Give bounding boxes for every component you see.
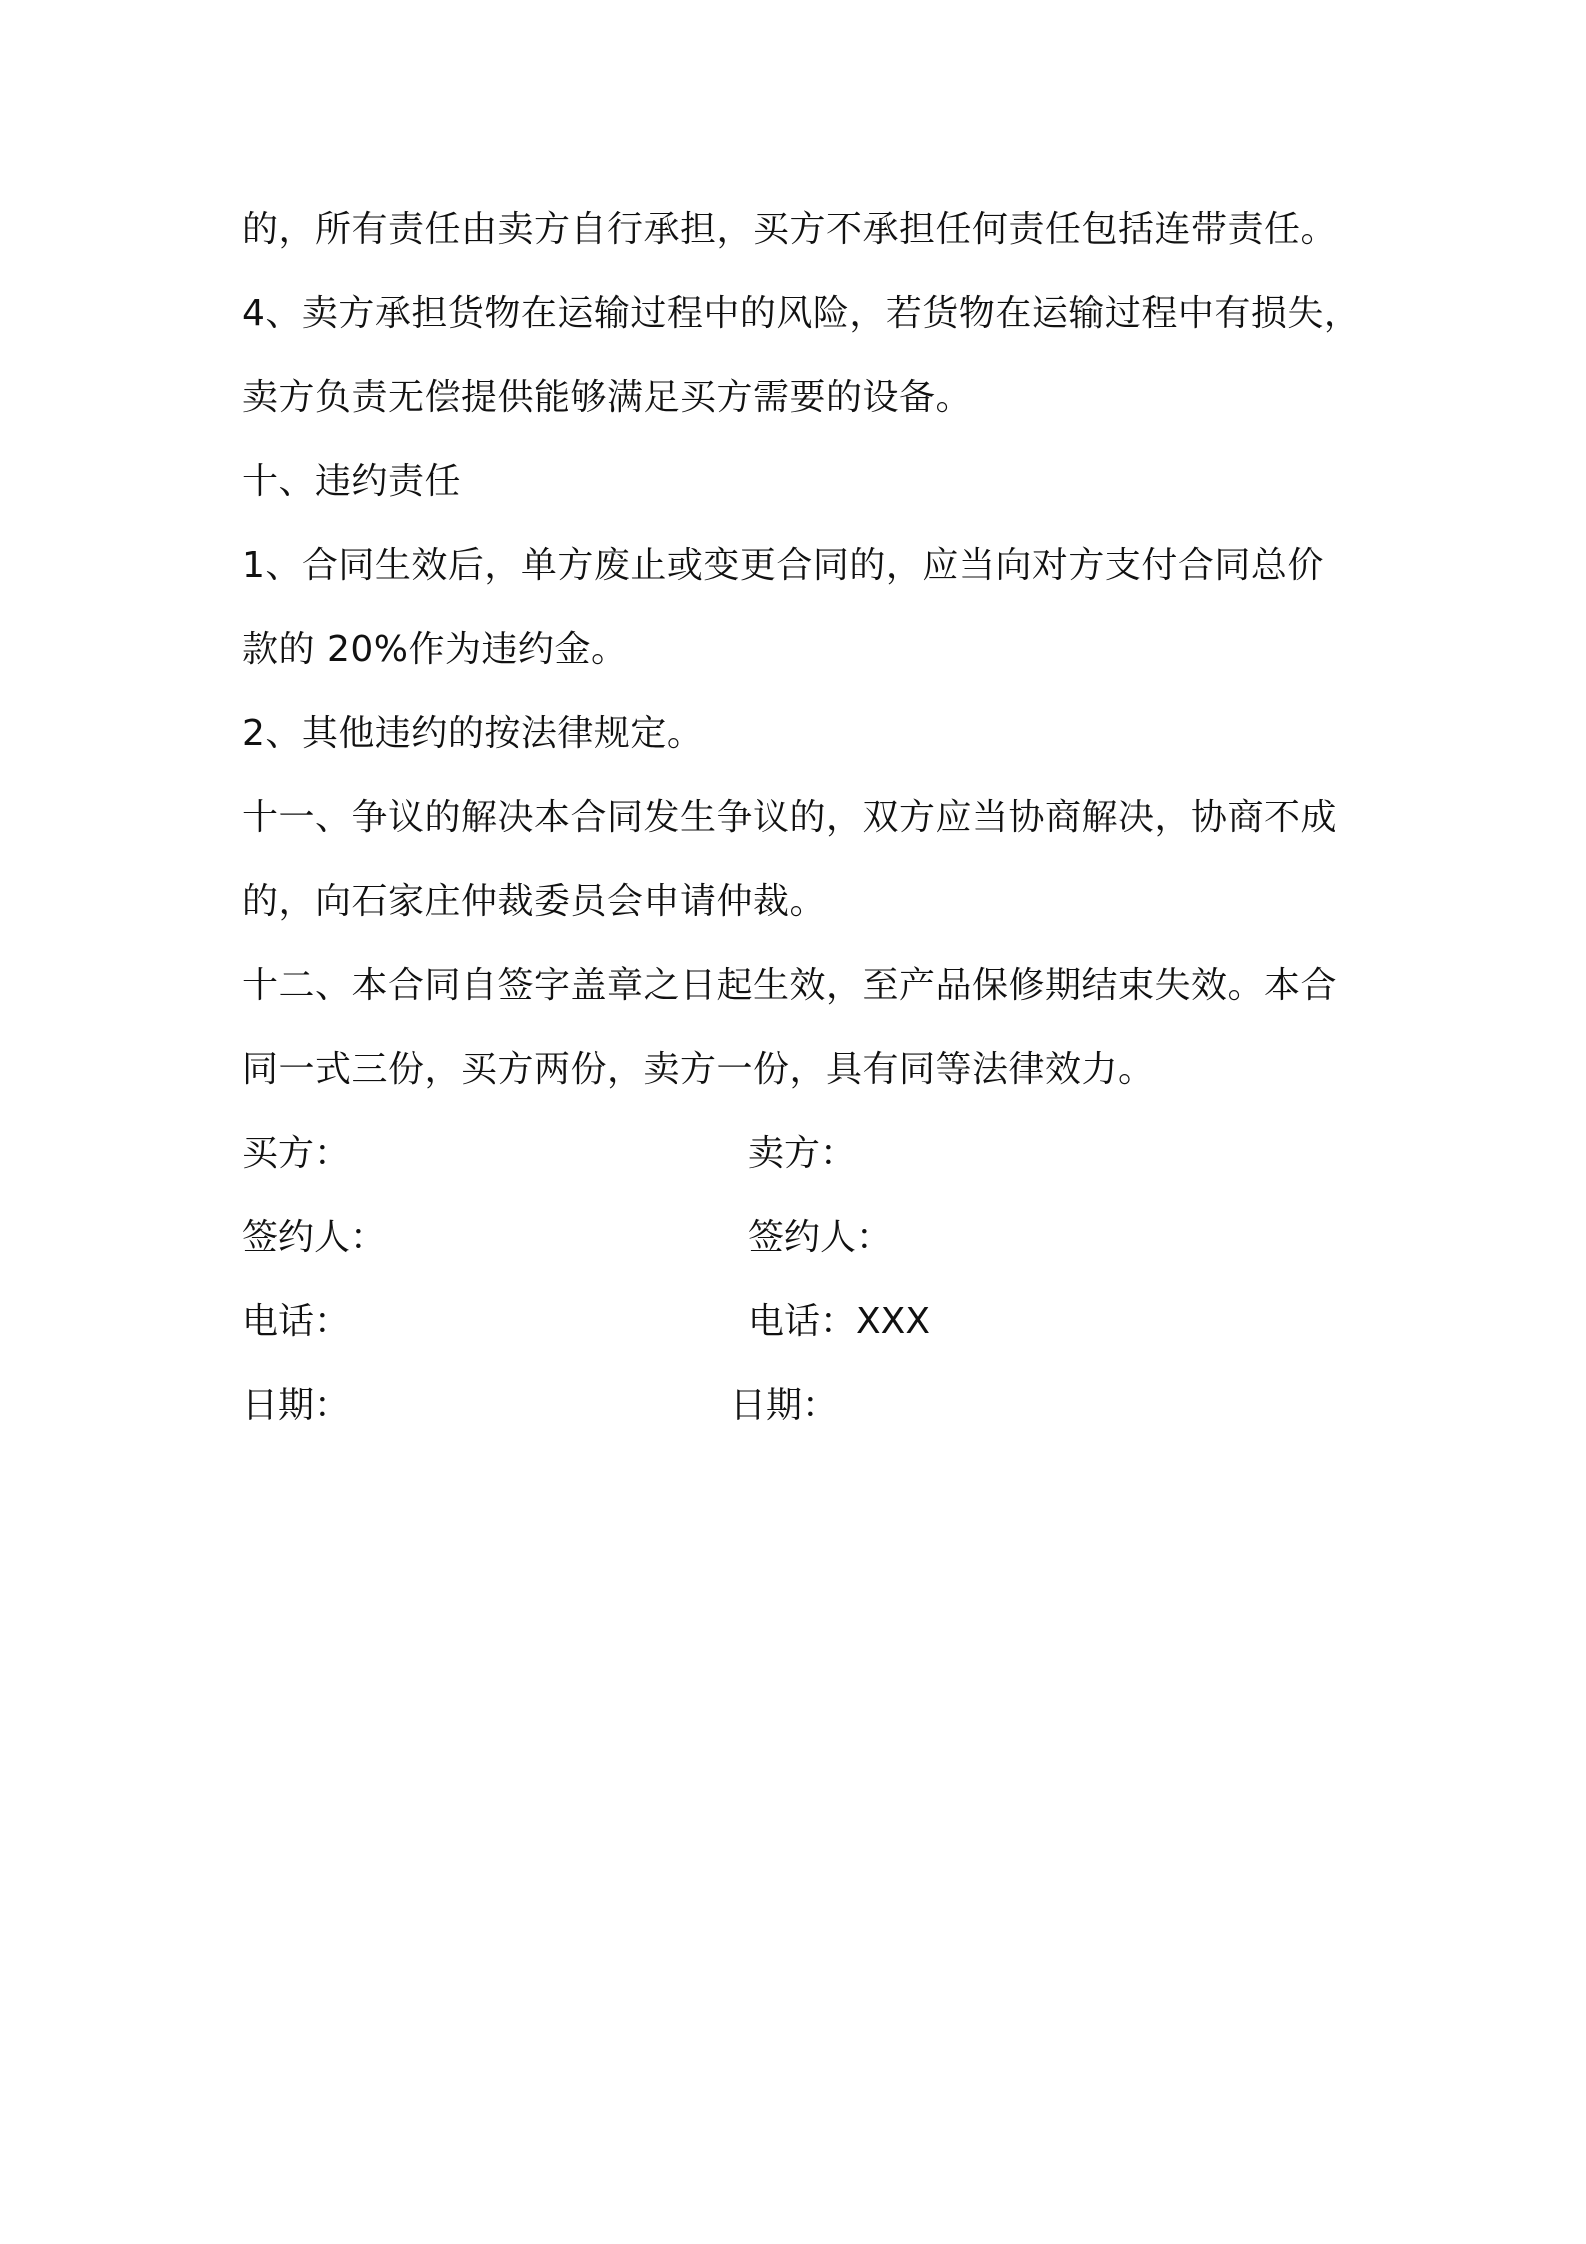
paragraph-line: 4、卖方承担货物在运输过程中的风险，若货物在运输过程中有损失，	[242, 293, 1361, 334]
buyer-label: 买方：	[242, 1133, 351, 1174]
paragraph-line: 的，所有责任由卖方自行承担，买方不承担任何责任包括连带责任。	[242, 209, 1338, 250]
buyer-signer-label: 签约人：	[242, 1217, 387, 1258]
buyer-date-label: 日期：	[242, 1385, 351, 1426]
seller-date-label: 日期：	[730, 1385, 839, 1426]
paragraph-line: 1、合同生效后，单方废止或变更合同的，应当向对方支付合同总价	[242, 545, 1324, 586]
signature-row-party	[242, 1132, 1342, 1176]
paragraph-line: 十二、本合同自签字盖章之日起生效，至产品保修期结束失效。本合	[242, 965, 1338, 1006]
seller-phone-label: 电话：XXX	[748, 1301, 930, 1342]
signature-row-signer	[242, 1216, 1342, 1260]
signature-row-phone	[242, 1300, 1342, 1344]
signature-row-date	[242, 1384, 1342, 1428]
buyer-phone-label: 电话：	[242, 1301, 351, 1342]
paragraph-line: 2、其他违约的按法律规定。	[242, 713, 704, 754]
seller-label: 卖方：	[748, 1133, 857, 1174]
paragraph-line: 卖方负责无偿提供能够满足买方需要的设备。	[242, 377, 973, 418]
section-heading: 十、违约责任	[242, 461, 462, 502]
paragraph-line: 的，向石家庄仲裁委员会申请仲裁。	[242, 881, 827, 922]
paragraph-line: 款的 20%作为违约金。	[242, 629, 628, 670]
paragraph-line: 十一、争议的解决本合同发生争议的，双方应当协商解决，协商不成	[242, 797, 1338, 838]
seller-signer-label: 签约人：	[748, 1217, 893, 1258]
paragraph-line: 同一式三份，买方两份，卖方一份，具有同等法律效力。	[242, 1049, 1155, 1090]
